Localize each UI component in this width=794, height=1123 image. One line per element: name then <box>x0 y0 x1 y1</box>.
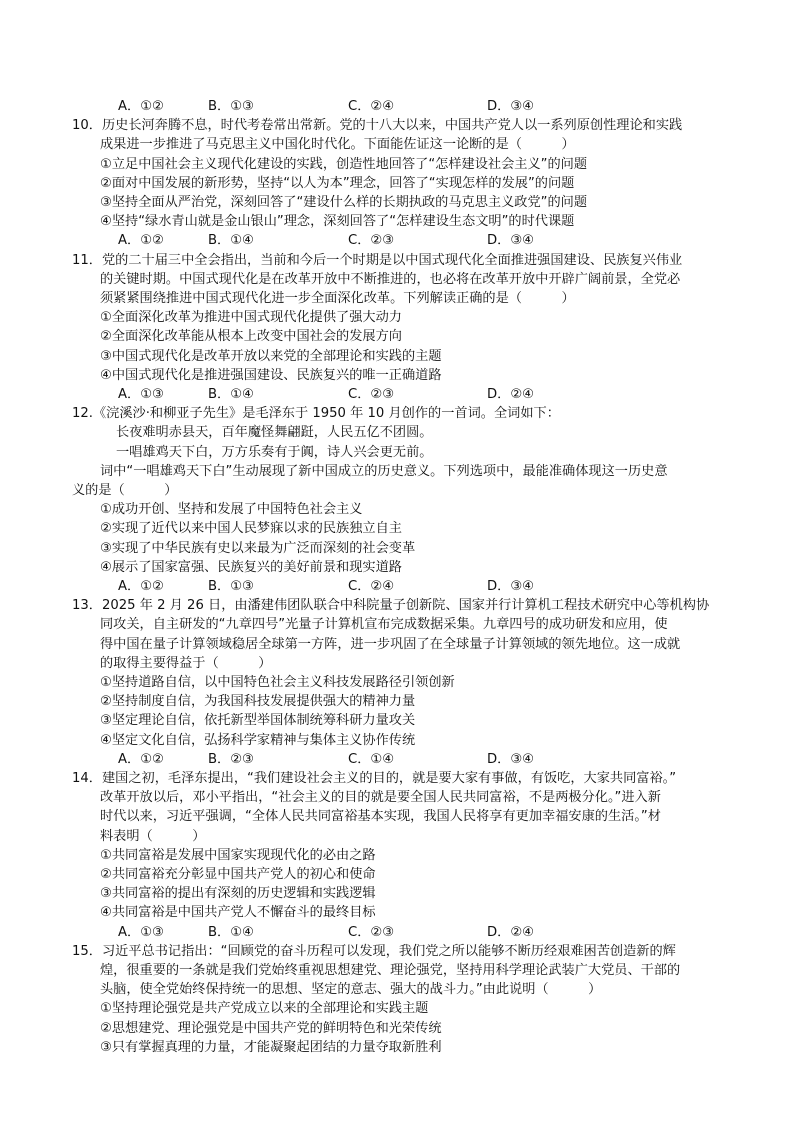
statement-item: ④坚定文化自信，弘扬科学家精神与集体主义协作传统 <box>100 732 416 748</box>
statement-item: ④中国式现代化是推进强国建设、民族复兴的唯一正确道路 <box>100 367 442 383</box>
statement-item: ①全面深化改革为推进中国式现代化提供了强大动力 <box>100 310 402 326</box>
statement-item: ③只有掌握真理的力量，才能凝聚起团结的力量夺取新胜利 <box>100 1039 442 1055</box>
answer-option[interactable]: B．①③ <box>208 579 254 594</box>
question-stem: 10．历史长河奔腾不息，时代考卷常出常新。党的十八大以来，中国共产党人以一系列原创性理论和实践 <box>72 118 683 134</box>
question-stem-line: 料表明（ ） <box>100 828 206 844</box>
answer-option[interactable]: D．③④ <box>487 233 534 249</box>
options-row <box>0 577 794 596</box>
answer-option[interactable]: B．①④ <box>208 387 254 402</box>
question-stem-line: 的关键时期。中国式现代化是在改革开放中不断推进的，也必将在改革开放中开辟广阔前景，全党必 <box>100 271 681 287</box>
answer-option[interactable]: C．②④ <box>348 579 395 594</box>
options-row <box>0 923 794 942</box>
answer-option[interactable]: D．③④ <box>487 99 534 114</box>
answer-option[interactable]: D．②④ <box>487 387 534 402</box>
options-row <box>0 385 794 404</box>
question-stem-line: 成果进一步推进了马克思主义中国化时代化。下面能佐证这一论断的是（ ） <box>100 137 575 153</box>
options-row <box>0 231 794 250</box>
statement-item: ③中国式现代化是改革开放以来党的全部理论和实践的主题 <box>100 348 442 364</box>
question-stem-line: 同攻关，自主研发的“九章四号”光量子计算机宣布完成数据采集。九章四号的成功研发和应用，使 <box>100 617 668 633</box>
statement-item: ①坚持道路自信，以中国特色社会主义科技发展路径引领创新 <box>100 675 455 690</box>
answer-option[interactable]: A．①② <box>118 579 164 594</box>
statement-item: ①共同富裕是发展中国家实现现代化的必由之路 <box>100 847 376 863</box>
statement-item: ②思想建党、理论强党是中国共产党的鲜明特色和光荣传统 <box>100 1020 442 1036</box>
question-stem-line: 的取得主要得益于（ ） <box>100 655 272 671</box>
question-stem-line: 一唱雄鸡天下白，万方乐奏有于阗，诗人兴会更无前。 <box>116 444 433 460</box>
statement-item: ②全面深化改革能从根本上改变中国社会的发展方向 <box>100 329 402 345</box>
answer-option[interactable]: B．①④ <box>208 233 254 249</box>
options-row <box>0 750 794 769</box>
question-stem-line: 头脑，使全党始终保持统一的思想、坚定的意志、强大的战斗力。”由此说明（ ） <box>100 982 602 998</box>
question-stem: 15．习近平总书记指出：“回顾党的奋斗历程可以发现，我们党之所以能够不断历经艰难困苦创造新的辉 <box>72 943 676 959</box>
question-stem-line: 长夜难明赤县天，百年魔怪舞翩跹，人民五亿不团圆。 <box>116 425 433 441</box>
answer-option[interactable]: D．②④ <box>487 924 534 940</box>
statement-item: ②面对中国发展的新形势，坚持“以人为本”理念，回答了“实现怎样的发展”的问题 <box>100 175 575 191</box>
question-stem-line: 词中“一唱雄鸡天下白”生动展现了新中国成立的历史意义。下列选项中，最能准确体现这一历史意 <box>100 463 668 479</box>
answer-option[interactable]: C．②③ <box>348 387 395 402</box>
answer-option[interactable]: B．①④ <box>208 924 254 940</box>
question-stem-line: 义的是（ ） <box>72 483 178 498</box>
statement-item: ③坚持全面从严治党，深刻回答了“建设什么样的长期执政的马克思主义政党”的问题 <box>100 195 588 210</box>
statement-item: ④展示了国家富强、民族复兴的美好前景和现实道路 <box>100 559 402 575</box>
question-stem-line: 得中国在量子计算领域稳居全球第一方阵，进一步巩固了在全球量子计算领域的领先地位。这一成就 <box>100 636 681 652</box>
carryover-options-row <box>0 97 794 116</box>
statement-item: ②实现了近代以来中国人民梦寐以求的民族独立自主 <box>100 521 402 537</box>
question-stem: 13．2025 年 2 月 26 日，由潘建伟团队联合中科院量子创新院、国家并行计算机工程技术研究中心等机构协 <box>72 598 710 614</box>
question-stem: 12.《浣溪沙·和柳亚子先生》是毛泽东于 1950 年 10 月创作的一首词。全词如下： <box>72 406 560 422</box>
statement-item: ④共同富裕是中国共产党人不懈奋斗的最终目标 <box>100 905 376 921</box>
answer-option[interactable]: A．①③ <box>118 387 164 402</box>
answer-option[interactable]: B．②③ <box>208 751 254 767</box>
statement-item: ③共同富裕的提出有深刻的历史逻辑和实践逻辑 <box>100 886 376 902</box>
statement-item: ②坚持制度自信，为我国科技发展提供强大的精神力量 <box>100 694 416 710</box>
question-stem-line: 煌，很重要的一条就是我们党始终重视思想建党、理论强党，坚持用科学理论武装广大党员、干部的 <box>100 963 681 978</box>
question-stem: 11．党的二十届三中全会指出，当前和今后一个时期是以中国式现代化全面推进强国建设、民族复兴伟业 <box>72 252 683 268</box>
question-stem-line: 须紧紧围绕推进中国式现代化进一步全面深化改革。下列解读正确的是（ ） <box>100 291 575 306</box>
answer-option[interactable]: D．③④ <box>487 579 534 594</box>
answer-option[interactable]: C．②③ <box>348 924 395 940</box>
question-stem: 14．建国之初，毛泽东提出，“我们建设社会主义的目的，就是要大家有事做，有饭吃，大家共同富裕。” <box>72 771 677 786</box>
answer-option[interactable]: B．①③ <box>208 99 254 114</box>
statement-item: ①立足中国社会主义现代化建设的实践，创造性地回答了“怎样建设社会主义”的问题 <box>100 156 588 172</box>
answer-option[interactable]: C．②④ <box>348 99 395 114</box>
statement-item: ④坚持“绿水青山就是金山银山”理念，深刻回答了“怎样建设生态文明”的时代课题 <box>100 214 575 230</box>
answer-option[interactable]: A．①② <box>118 233 164 249</box>
answer-option[interactable]: A．①③ <box>118 924 164 940</box>
statement-item: ①成功开创、坚持和发展了中国特色社会主义 <box>100 502 363 518</box>
statement-item: ③坚定理论自信，依托新型举国体制统筹科研力量攻关 <box>100 713 416 729</box>
answer-option[interactable]: A．①② <box>118 751 164 767</box>
statement-item: ①坚持理论强党是共产党成立以来的全部理论和实践主题 <box>100 1001 429 1017</box>
statement-item: ②共同富裕充分彰显中国共产党人的初心和使命 <box>100 867 376 882</box>
answer-option[interactable]: C．②③ <box>348 233 395 249</box>
answer-option[interactable]: D．③④ <box>487 751 534 767</box>
answer-option[interactable]: C．①④ <box>348 751 395 767</box>
question-stem-line: 改革开放以后，邓小平指出，“社会主义的目的就是要全国人民共同富裕，不是两极分化。”进入新 <box>100 790 661 806</box>
question-stem-line: 时代以来，习近平强调，“全体人民共同富裕基本实现，我国人民将享有更加幸福安康的生活。”材 <box>100 809 661 825</box>
answer-option[interactable]: A．①② <box>118 99 164 114</box>
statement-item: ③实现了中华民族有史以来最为广泛而深刻的社会变革 <box>100 540 416 556</box>
